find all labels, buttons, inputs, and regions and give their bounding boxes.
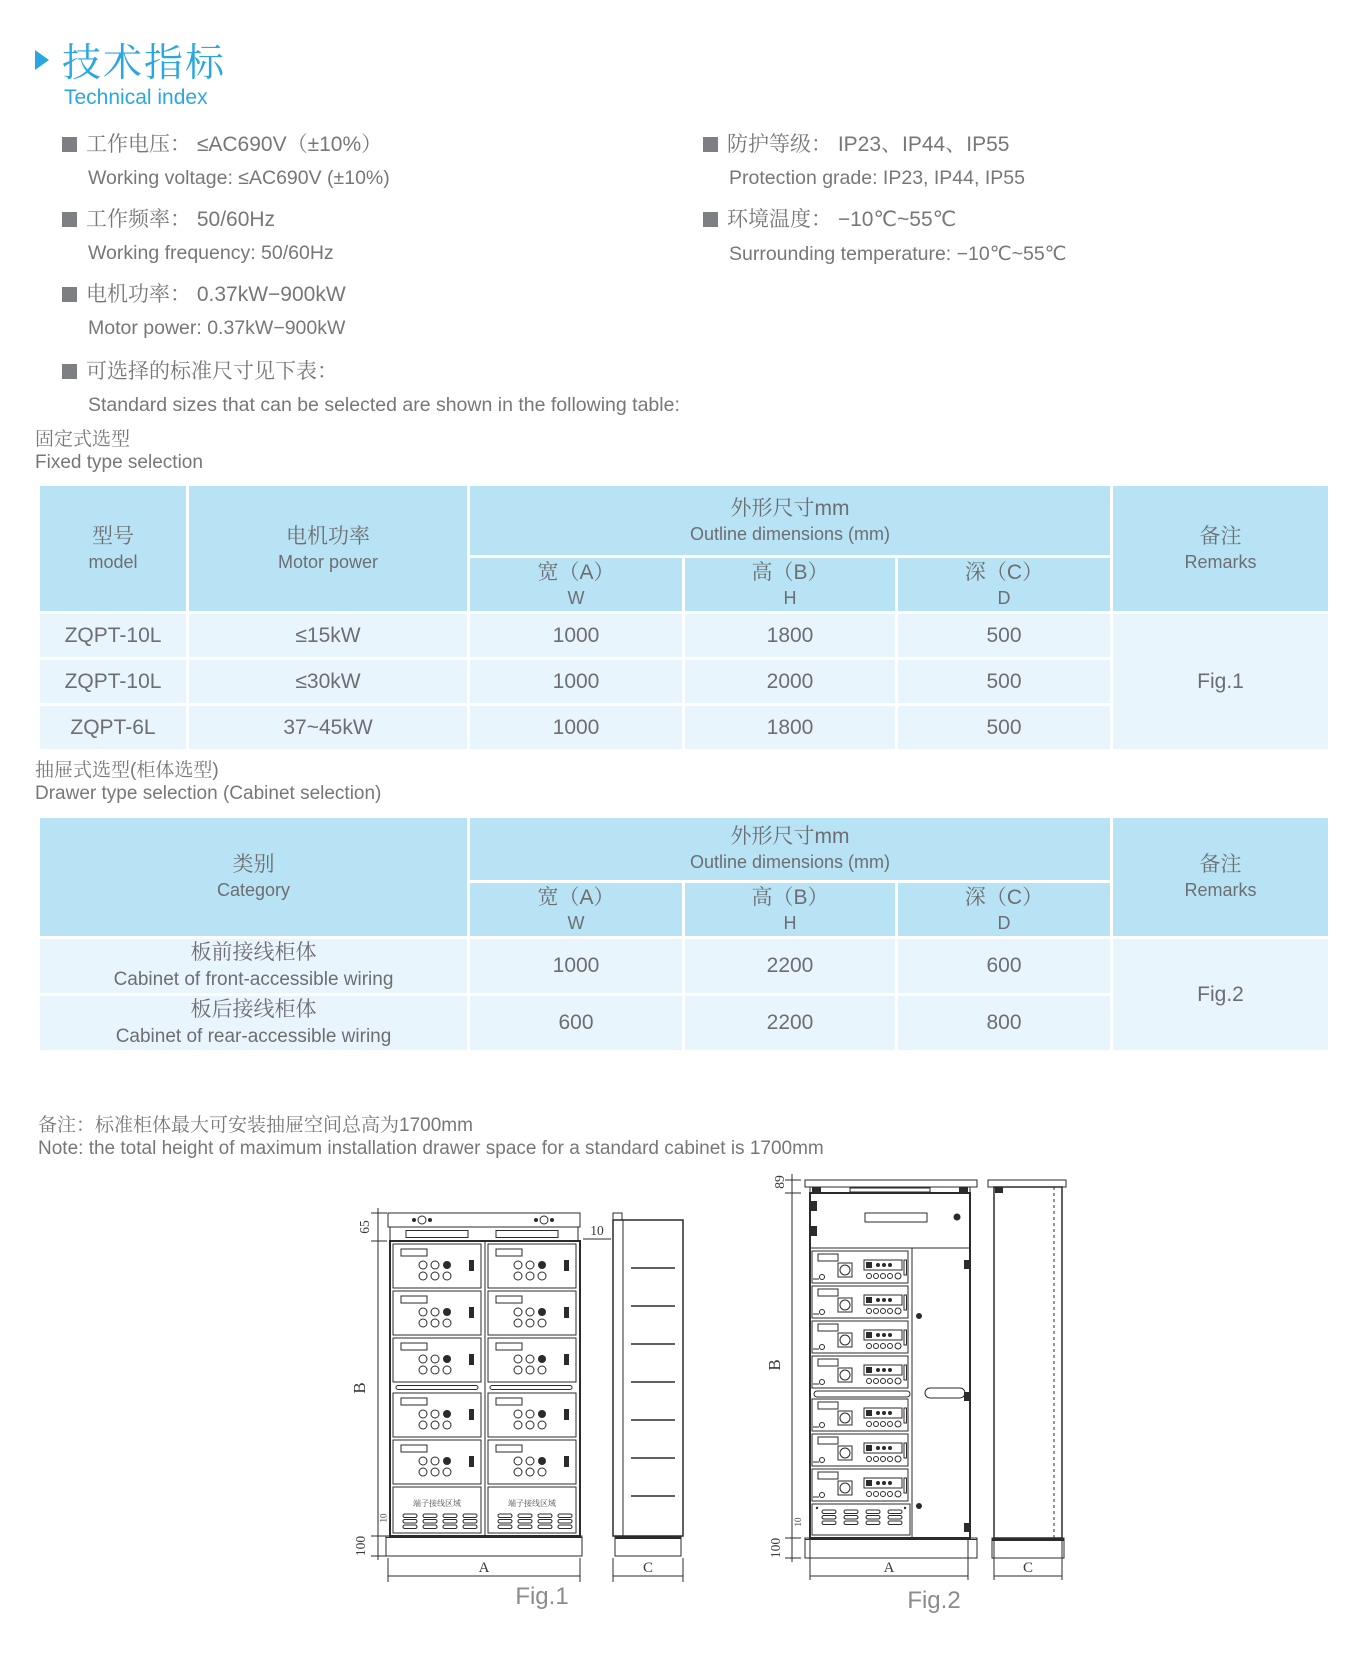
terminal-area-label: 端子接线区域 xyxy=(413,1499,461,1508)
col-header-remarks-zh: 备注 xyxy=(1199,524,1242,548)
cell-model: ZQPT-10L xyxy=(39,613,188,659)
col-header-dims-en: Outline dimensions (mm) xyxy=(689,852,891,873)
spec-table-intro-en: Standard sizes that can be selected are shown in the following table: xyxy=(88,394,680,416)
col-header-outline-dimensions xyxy=(469,485,1112,557)
col-header-depth-en: D xyxy=(997,912,1011,933)
spec-motor-power-en: Motor power: 0.37kW−900kW xyxy=(88,317,346,339)
fig2-dim-height: B xyxy=(765,1359,784,1371)
cell-model: ZQPT-6L xyxy=(39,705,188,751)
cell-model: ZQPT-10L xyxy=(39,659,188,705)
fig1-dim-base: 100 xyxy=(353,1535,368,1557)
spec-ambient-temperature-en: Surrounding temperature: −10℃~55℃ xyxy=(729,243,1067,265)
cell-category-zh: 板后接线柜体 xyxy=(190,998,317,1022)
col-header-remarks-en: Remarks xyxy=(1184,880,1257,901)
spec-motor-power-zh xyxy=(62,278,346,308)
col-header-height-zh: 高（B） xyxy=(751,885,829,909)
fig1-dim-top: 65 xyxy=(357,1220,372,1234)
cell-depth: 800 xyxy=(897,995,1112,1052)
fig2-base-plinth xyxy=(805,1538,977,1558)
col-header-remarks-zh: 备注 xyxy=(1199,853,1242,877)
spec-working-voltage-zh xyxy=(62,128,382,158)
cell-category xyxy=(39,995,469,1052)
cell-width: 600 xyxy=(469,995,684,1052)
cell-category-en: Cabinet of front-accessible wiring xyxy=(113,968,394,990)
fig1-terminal-compartment xyxy=(393,1487,481,1533)
fig2-dim-width: A xyxy=(883,1560,895,1576)
fig2-dim-vent: 10 xyxy=(793,1517,803,1527)
cell-power: 37~45kW xyxy=(188,705,469,751)
cell-depth: 500 xyxy=(897,659,1112,705)
fig2-dim-base: 100 xyxy=(768,1537,783,1559)
table-row xyxy=(39,613,1330,659)
table-row xyxy=(39,938,1330,995)
fixed-type-table xyxy=(37,483,1331,752)
col-header-model-zh: 型号 xyxy=(92,524,134,548)
col-header-width xyxy=(469,882,684,938)
col-header-remarks-en: Remarks xyxy=(1184,551,1257,572)
spec-text: 电机功率： 0.37kW−900kW xyxy=(86,283,346,306)
square-bullet-icon xyxy=(62,212,77,227)
cell-width: 1000 xyxy=(469,938,684,995)
fig2-vent-panel xyxy=(812,1504,910,1535)
spec-text: 可选择的标准尺寸见下表： xyxy=(86,360,338,383)
cell-height: 1800 xyxy=(684,613,897,659)
spec-protection-grade-en: Protection grade: IP23, IP44, IP55 xyxy=(729,167,1025,189)
fig2-dim-depth: C xyxy=(1022,1560,1034,1576)
spec-text: 工作电压： ≤AC690V（±10%） xyxy=(86,133,383,156)
col-header-width-zh: 宽（A） xyxy=(537,885,615,909)
col-header-model-en: model xyxy=(88,551,138,572)
cell-category xyxy=(39,938,469,995)
section-arrow-icon xyxy=(35,50,49,70)
fig1-side-view xyxy=(613,1213,683,1556)
col-header-dims-zh: 外形尺寸mm xyxy=(730,825,850,849)
cell-category-zh: 板前接线柜体 xyxy=(190,941,317,965)
col-header-height xyxy=(684,557,897,613)
terminal-area-label: 端子接线区域 xyxy=(508,1499,556,1508)
col-header-category-zh: 类别 xyxy=(232,853,275,877)
col-header-outline-dimensions xyxy=(469,817,1112,882)
col-header-dims-zh: 外形尺寸mm xyxy=(730,496,850,520)
col-header-motor-power xyxy=(188,485,469,613)
drawer-section-title-en: Drawer type selection (Cabinet selection) xyxy=(35,783,382,804)
col-header-motor-power-zh: 电机功率 xyxy=(286,524,370,548)
col-header-depth xyxy=(897,882,1112,938)
fixed-section-title-zh: 固定式选型 xyxy=(35,429,131,450)
fixed-section-title-en: Fixed type selection xyxy=(35,452,203,473)
square-bullet-icon xyxy=(62,287,77,302)
spec-text: 防护等级： IP23、IP44、IP55 xyxy=(727,133,1010,156)
cell-remark-fig1: Fig.1 xyxy=(1112,613,1330,751)
fig1-terminal-compartment xyxy=(488,1487,576,1533)
square-bullet-icon xyxy=(703,212,718,227)
col-header-depth-en: D xyxy=(997,587,1011,608)
fig1-dim-width: A xyxy=(478,1560,490,1576)
col-header-width-en: W xyxy=(567,587,585,608)
spec-text: 工作频率： 50/60Hz xyxy=(86,208,276,231)
col-header-height-zh: 高（B） xyxy=(751,560,829,584)
fig2-side-view xyxy=(988,1180,1066,1558)
fig2-caption: Fig.2 xyxy=(907,1587,961,1614)
col-header-remarks xyxy=(1112,485,1330,613)
cell-power: ≤30kW xyxy=(188,659,469,705)
fig2-dim-top: 89 xyxy=(772,1175,787,1189)
spec-working-frequency-zh xyxy=(62,203,275,233)
note-zh: 备注：标准柜体最大可安装抽屉空间总高为1700mm xyxy=(38,1115,473,1136)
fig1-dim-gap: 10 xyxy=(590,1223,604,1238)
col-header-category xyxy=(39,817,469,938)
fig1-dim-vent: 10 xyxy=(378,1513,389,1523)
cell-width: 1000 xyxy=(469,659,684,705)
col-header-remarks xyxy=(1112,817,1330,938)
cell-category-en: Cabinet of rear-accessible wiring xyxy=(115,1025,392,1047)
cell-height: 2000 xyxy=(684,659,897,705)
col-header-width-en: W xyxy=(567,912,585,933)
cell-height: 1800 xyxy=(684,705,897,751)
col-header-width-zh: 宽（A） xyxy=(537,560,615,584)
spec-working-frequency-en: Working frequency: 50/60Hz xyxy=(88,242,334,264)
spec-text: 环境温度： −10℃~55℃ xyxy=(727,208,957,231)
note-en: Note: the total height of maximum installation drawer space for a standard cabinet is 1700mm xyxy=(38,1138,824,1159)
cell-width: 1000 xyxy=(469,705,684,751)
col-header-dims-en: Outline dimensions (mm) xyxy=(689,523,891,544)
square-bullet-icon xyxy=(62,364,77,379)
page-subtitle: Technical index xyxy=(64,86,208,109)
col-header-category-en: Category xyxy=(216,880,291,901)
col-header-height-en: H xyxy=(783,587,797,608)
fig1-drawing xyxy=(338,1136,690,1606)
fig1-front-view xyxy=(386,1213,582,1556)
fig1-dim-height: B xyxy=(350,1382,369,1394)
fig1-dimensions xyxy=(350,1208,683,1582)
fig1-base-plinth xyxy=(386,1536,582,1556)
spec-working-voltage-en: Working voltage: ≤AC690V (±10%) xyxy=(88,167,390,189)
spec-protection-grade-zh xyxy=(703,128,1009,158)
cell-height: 2200 xyxy=(684,938,897,995)
spec-table-intro-zh xyxy=(62,355,338,385)
fig2-drawing xyxy=(722,1098,1070,1588)
cell-depth: 500 xyxy=(897,705,1112,751)
fig2-door-panel xyxy=(916,1260,969,1532)
col-header-model xyxy=(39,485,188,613)
cell-power: ≤15kW xyxy=(188,613,469,659)
fig1-caption: Fig.1 xyxy=(515,1583,569,1610)
fig2-front-view xyxy=(805,1180,977,1558)
spec-ambient-temperature-zh xyxy=(703,203,956,233)
drawer-type-table xyxy=(37,815,1331,1053)
cell-depth: 600 xyxy=(897,938,1112,995)
col-header-depth-zh: 深（C） xyxy=(964,885,1044,909)
col-header-height-en: H xyxy=(783,912,797,933)
square-bullet-icon xyxy=(703,137,718,152)
col-header-height xyxy=(684,882,897,938)
col-header-depth xyxy=(897,557,1112,613)
drawer-section-title-zh: 抽屉式选型(柜体选型) xyxy=(35,760,219,781)
cell-height: 2200 xyxy=(684,995,897,1052)
col-header-depth-zh: 深（C） xyxy=(964,560,1044,584)
col-header-motor-power-en: Motor power xyxy=(277,551,379,572)
cell-width: 1000 xyxy=(469,613,684,659)
page-title: 技术指标 xyxy=(62,42,227,85)
cell-depth: 500 xyxy=(897,613,1112,659)
col-header-width xyxy=(469,557,684,613)
fig1-dim-depth: C xyxy=(642,1560,654,1576)
square-bullet-icon xyxy=(62,137,77,152)
cell-remark-fig2: Fig.2 xyxy=(1112,938,1330,1052)
